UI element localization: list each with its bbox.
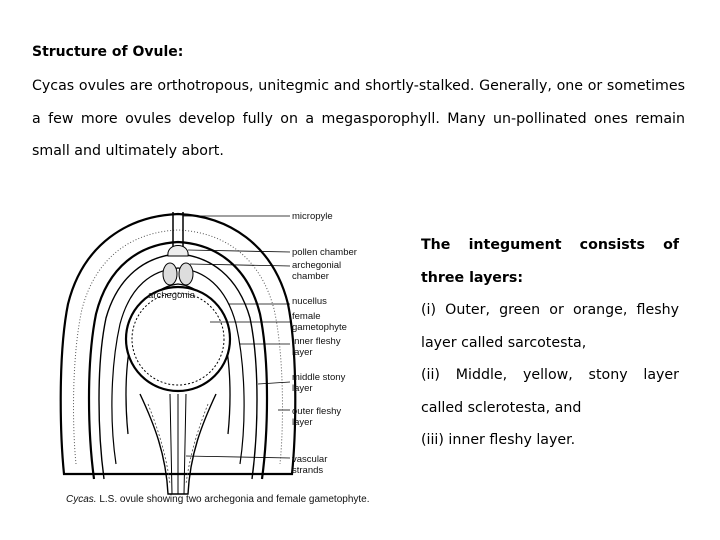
- ovule-ls-drawing: [28, 194, 418, 512]
- label-middle-line-2: layer: [292, 383, 313, 394]
- label-outer-line-2: layer: [292, 417, 313, 428]
- label-archegonial-line-2: chamber: [292, 271, 329, 282]
- integument-description: [421, 229, 679, 457]
- label-nucellus: nucellus: [292, 296, 327, 307]
- female-gametophyte: [126, 287, 230, 391]
- label-female-line-2: gametophyte: [292, 322, 347, 333]
- integument-layer-middle: (ii) Middle, yellow, stony layer called sclerotesta, and: [421, 367, 679, 416]
- label-vascular-line-2: strands: [292, 465, 324, 476]
- label-pollen-chamber: pollen chamber: [292, 247, 357, 258]
- archegonium-left: [163, 263, 177, 285]
- page-heading: Structure of Ovule:: [32, 44, 184, 60]
- caption-rest: L.S. ovule showing two archegonia and female gametophyte.: [96, 494, 370, 505]
- label-middle-line-1: middle stony: [292, 372, 346, 383]
- label-vascular-line-1: vascular: [292, 454, 328, 465]
- ovule-diagram: [28, 194, 418, 512]
- label-outer-line-1: outer fleshy: [292, 406, 342, 417]
- intro-paragraph: Cycas ovules are orthotropous, unitegmic and shortly-stalked. Generally, one or sometimes a few more ovules develop fully on a megasporophyll. Many un-pollinated ones remain small and ultimately abort.: [32, 78, 685, 159]
- label-female-line-1: female: [292, 311, 321, 322]
- figure-caption: [66, 494, 370, 505]
- label-archegonial-line-1: archegonial: [292, 260, 342, 271]
- label-inner-line-1: inner fleshy: [292, 336, 341, 347]
- label-micropyle: micropyle: [292, 211, 333, 222]
- integument-layer-outer: (i) Outer, green or orange, fleshy layer called sarcotesta,: [421, 302, 679, 351]
- archegonium-right: [179, 263, 193, 285]
- caption-genus: Cycas.: [66, 494, 97, 505]
- integument-intro: The integument consists of three layers:: [421, 237, 679, 286]
- integument-layer-inner: (iii) inner fleshy layer.: [421, 432, 576, 448]
- label-inner-line-2: layer: [292, 347, 313, 358]
- label-archegonia: archegonia: [148, 290, 196, 301]
